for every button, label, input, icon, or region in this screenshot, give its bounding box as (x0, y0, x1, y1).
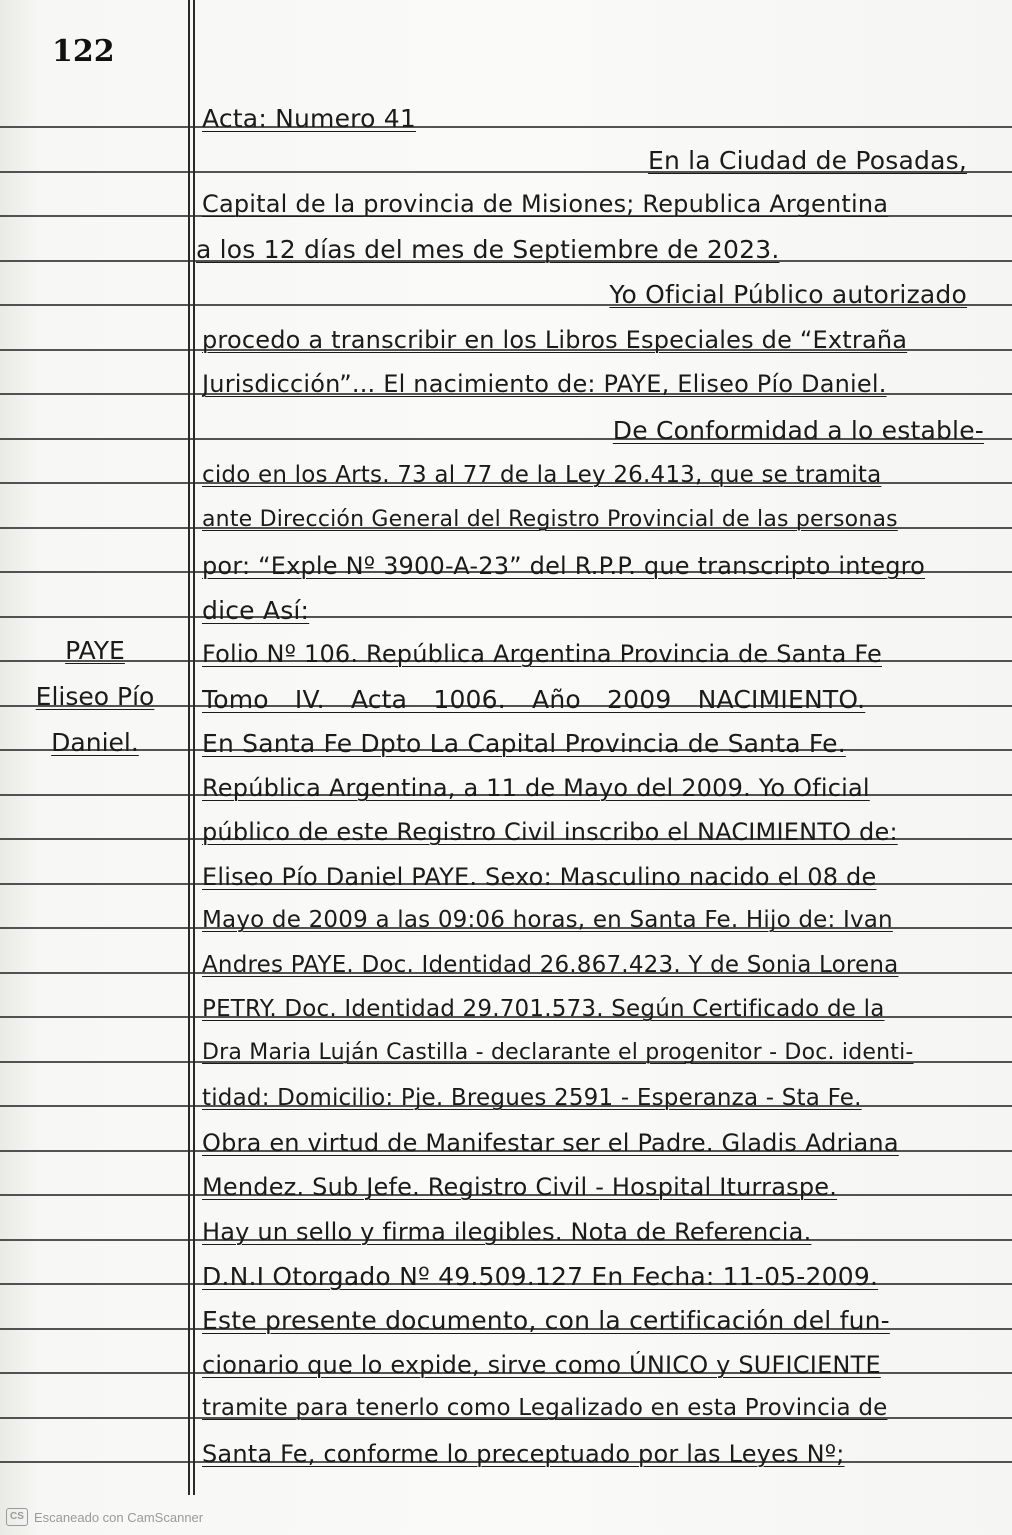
scanner-watermark-text: Escaneado con CamScanner (34, 1509, 204, 1525)
text-line: Hay un sello y firma ilegibles. Nota de Referencia. (202, 1218, 812, 1246)
text-line: Tomo IV. Acta 1006. Año 2009 NACIMIENTO. (202, 685, 866, 714)
text-line: República Argentina, a 11 de Mayo del 2009. Yo Oficial (202, 774, 870, 802)
text-line: a los 12 días del mes de Septiembre de 2023. (196, 235, 780, 264)
text-line: Eliseo Pío Daniel PAYE. Sexo: Masculino nacido el 08 de (202, 863, 877, 891)
text-line: En la Ciudad de Posadas, (647, 146, 967, 175)
margin-surname: PAYE (65, 636, 125, 665)
text-line: Capital de la provincia de Misiones; Republica Argentina (202, 190, 889, 218)
act-number-line: Acta: Numero 41 (202, 104, 416, 133)
camscanner-logo-icon: CS (6, 1508, 28, 1526)
text-line: PETRY. Doc. Identidad 29.701.573. Según Certificado de la (202, 996, 885, 1022)
margin-middle-name: Daniel. (51, 728, 139, 757)
text-line: ante Dirección General del Registro Provincial de las personas (202, 507, 898, 532)
text-line: procedo a transcribir en los Libros Especiales de “Extraña (202, 326, 908, 354)
text-line: Dra Maria Luján Castilla - declarante el progenitor - Doc. identi- (202, 1040, 914, 1065)
scanner-watermark (6, 1505, 203, 1529)
text-line: dice Así: (202, 596, 310, 625)
text-line: Jurisdicción”... El nacimiento de: PAYE, Eliseo Pío Daniel. (202, 370, 887, 398)
text-line: Yo Oficial Público autorizado (609, 280, 967, 309)
text-line: tidad: Domicilio: Pje. Bregues 2591 - Esperanza - Sta Fe. (202, 1085, 862, 1111)
text-line: De Conformidad a lo estable- (612, 416, 984, 445)
text-line: D.N.I Otorgado Nº 49.509.127 En Fecha: 11-05-2009. (202, 1262, 879, 1291)
text-line: tramite para tenerlo como Legalizado en esta Provincia de (202, 1395, 888, 1421)
text-line: Mayo de 2009 a las 09:06 horas, en Santa Fe. Hijo de: Ivan (202, 907, 893, 933)
text-line: cido en los Arts. 73 al 77 de la Ley 26.413, que se tramita (202, 462, 882, 488)
text-line: Mendez. Sub Jefe. Registro Civil - Hospital Iturraspe. (202, 1173, 838, 1201)
text-line: por: “Exple Nº 3900-A-23” del R.P.P. que transcripto integro (202, 552, 926, 580)
text-line: Este presente documento, con la certificación del fun- (202, 1306, 890, 1335)
margin-line (188, 0, 190, 1495)
margin-given-names: Eliseo Pío (35, 682, 155, 711)
page-number: 122 (52, 34, 115, 69)
text-line: público de este Registro Civil inscribo el NACIMIENTO de: (202, 818, 898, 846)
text-line: Obra en virtud de Manifestar ser el Padre. Gladis Adriana (202, 1129, 899, 1157)
text-line: Andres PAYE. Doc. Identidad 26.867.423. Y de Sonia Lorena (202, 952, 899, 978)
text-line: Folio Nº 106. República Argentina Provincia de Santa Fe (202, 640, 882, 668)
text-line: Santa Fe, conforme lo preceptuado por las Leyes Nº; (202, 1440, 845, 1468)
margin-line (193, 0, 195, 1495)
text-line: En Santa Fe Dpto La Capital Provincia de Santa Fe. (202, 729, 846, 758)
text-line: cionario que lo expide, sirve como ÚNICO y SUFICIENTE (202, 1351, 881, 1379)
